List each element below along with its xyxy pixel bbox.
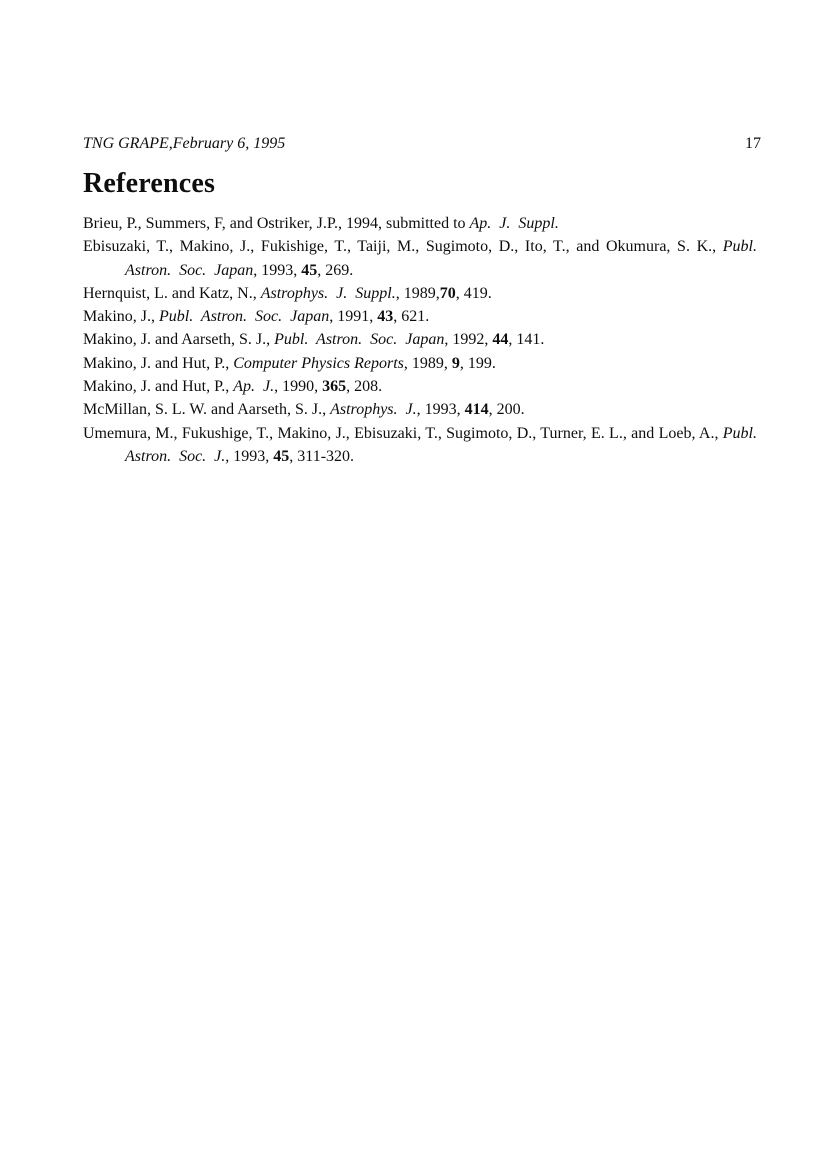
reference-text-segment: Makino, J. and Hut, P., bbox=[83, 354, 234, 372]
page-number: 17 bbox=[745, 135, 761, 152]
reference-item bbox=[83, 398, 761, 421]
reference-text-segment: , 208. bbox=[346, 378, 383, 396]
reference-text-segment: Makino, J. and Aarseth, S. J., bbox=[83, 331, 275, 349]
reference-item bbox=[83, 305, 761, 328]
reference-item bbox=[83, 328, 761, 351]
reference-text-segment: , 1993, bbox=[225, 447, 274, 465]
reference-text-segment: , 1993, bbox=[416, 401, 465, 419]
reference-text-segment: Publ. Astron. Soc. Japan bbox=[125, 238, 761, 279]
section-title: References bbox=[83, 168, 216, 199]
reference-text-segment: Makino, J., bbox=[83, 308, 159, 326]
reference-text-segment: 70 bbox=[439, 284, 456, 302]
reference-text-segment: Astrophys. J. bbox=[330, 401, 417, 419]
reference-text-segment: Publ. Astron. Soc. J. bbox=[125, 424, 761, 465]
reference-text-segment: Computer Physics Reports bbox=[233, 354, 404, 372]
reference-text-segment: , 1989, bbox=[403, 354, 452, 372]
reference-text-segment: 9 bbox=[451, 354, 460, 372]
page-header bbox=[83, 134, 761, 154]
reference-item bbox=[83, 352, 761, 375]
reference-text-segment: , 141. bbox=[508, 331, 545, 349]
reference-text-segment: , 269. bbox=[317, 261, 354, 279]
reference-text-segment: Ebisuzaki, T., Makino, J., Fukishige, T., Taiji, M., Sugimoto, D., Ito, T., and Okumura, S. K., bbox=[83, 238, 723, 256]
reference-text-segment: Hernquist, L. and Katz, N., bbox=[83, 284, 261, 302]
reference-text-segment: Ap. J. bbox=[233, 378, 275, 396]
reference-text-segment: 414 bbox=[464, 401, 489, 419]
reference-text-segment: , 199. bbox=[459, 354, 496, 372]
reference-text-segment: Astrophys. J. Suppl. bbox=[260, 284, 396, 302]
reference-text-segment: McMillan, S. L. W. and Aarseth, S. J., bbox=[83, 401, 331, 419]
reference-text-segment: , 311-320. bbox=[289, 447, 355, 465]
reference-text-segment: , 1993, bbox=[253, 261, 302, 279]
reference-text-segment: Brieu, P., Summers, F, and Ostriker, J.P., 1994, submitted to bbox=[83, 215, 470, 232]
reference-text-segment: , 1990, bbox=[274, 378, 323, 396]
reference-text-segment: , 1991, bbox=[329, 308, 378, 326]
reference-text-segment: , 1989, bbox=[395, 284, 440, 302]
reference-item bbox=[83, 422, 761, 469]
reference-text-segment: 43 bbox=[377, 308, 394, 326]
reference-text-segment: 45 bbox=[273, 447, 290, 465]
reference-item bbox=[83, 212, 761, 235]
reference-text-segment: , 621. bbox=[393, 308, 430, 326]
reference-item bbox=[83, 235, 761, 282]
reference-text-segment: , 1992, bbox=[444, 331, 493, 349]
reference-text-segment: 44 bbox=[492, 331, 509, 349]
reference-item bbox=[83, 375, 761, 398]
reference-text-segment: Umemura, M., Fukushige, T., Makino, J., Ebisuzaki, T., Sugimoto, D., Turner, E. L., and Loeb, A., bbox=[83, 424, 723, 442]
references-list bbox=[83, 212, 761, 468]
reference-text-segment: Makino, J. and Hut, P., bbox=[83, 378, 234, 396]
running-title: TNG GRAPE,February 6, 1995 bbox=[83, 135, 286, 152]
reference-text-segment: Publ. Astron. Soc. Japan bbox=[274, 331, 445, 349]
reference-text-segment: , 200. bbox=[488, 401, 525, 419]
reference-text-segment: 365 bbox=[322, 378, 347, 396]
reference-text-segment: , 419. bbox=[455, 284, 492, 302]
reference-text-segment: Publ. Astron. Soc. Japan bbox=[159, 308, 330, 326]
reference-text-segment: Ap. J. Suppl. bbox=[469, 215, 559, 232]
reference-item bbox=[83, 282, 761, 305]
reference-text-segment: 45 bbox=[301, 261, 318, 279]
